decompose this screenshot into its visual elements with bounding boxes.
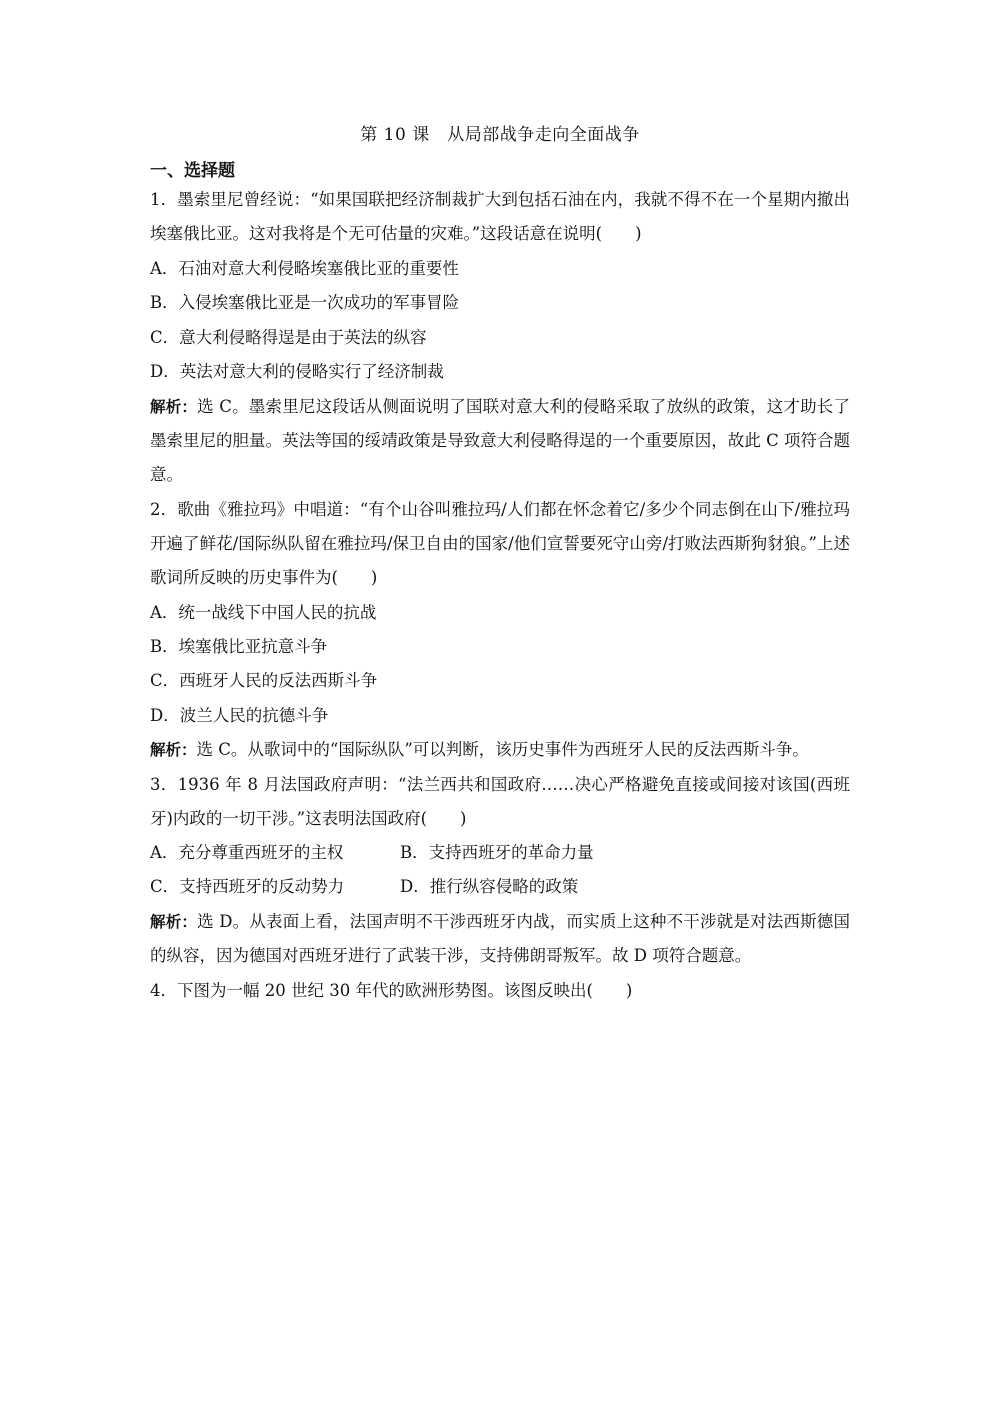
question-2-analysis — [150, 733, 850, 767]
question-3-option-a: A．充分尊重西班牙的主权 — [150, 843, 344, 862]
question-2-option-c: C．西班牙人民的反法西斯斗争 — [150, 671, 378, 690]
question-1-option-b: B．入侵埃塞俄比亚是一次成功的军事冒险 — [150, 293, 460, 312]
analysis-label: 解析： — [150, 398, 198, 416]
question-2-option-d: D．波兰人民的抗德斗争 — [150, 706, 329, 725]
question-4-stem: 4．下图为一幅 20 世纪 30 年代的欧洲形势图。该图反映出( ) — [150, 981, 633, 1000]
analysis-label: 解析： — [150, 913, 198, 931]
section-heading: 一、选择题 — [150, 161, 235, 181]
analysis-text: 选 D。从表面上看，法国声明不干涉西班牙内战，而实质上这种不干涉就是对法西斯德国的纵容，因为德国对西班牙进行了武装干涉，支持佛朗哥叛军。故 D 项符合题意。 — [150, 912, 850, 965]
question-3-analysis — [150, 905, 850, 973]
question-1-option-d: D．英法对意大利的侵略实行了经济制裁 — [150, 362, 444, 381]
question-2-option-a: A．统一战线下中国人民的抗战 — [150, 603, 377, 622]
question-3-stem: 3．1936 年 8 月法国政府声明：“法兰西共和国政府……决心严格避免直接或间接对该国(西班牙)内政的一切干涉。”这表明法国政府( ) — [150, 775, 850, 828]
question-2-stem: 2．歌曲《雅拉玛》中唱道：“有个山谷叫雅拉玛/人们都在怀念着它/多少个同志倒在山下/雅拉玛开遍了鲜花/国际纵队留在雅拉玛/保卫自由的国家/他们宣誓要死守山旁/打败法西斯狗豺狼。”上述歌词所反映的历史事件为( ) — [150, 500, 850, 587]
analysis-label: 解析： — [150, 741, 197, 759]
lesson-title: 第 10 课 从局部战争走向全面战争 — [360, 125, 640, 145]
question-3-option-b: B．支持西班牙的革命力量 — [400, 843, 594, 862]
question-3-option-c: C．支持西班牙的反动势力 — [150, 877, 345, 896]
question-1-analysis — [150, 390, 850, 492]
question-1-option-a: A．石油对意大利侵略埃塞俄比亚的重要性 — [150, 259, 459, 278]
question-1-stem: 1．墨索里尼曾经说：“如果国联把经济制裁扩大到包括石油在内，我就不得不在一个星期内撤出埃塞俄比亚。这对我将是个无可估量的灾难。”这段话意在说明( ) — [150, 190, 850, 243]
question-2-option-b: B．埃塞俄比亚抗意斗争 — [150, 637, 328, 656]
question-1-option-c: C．意大利侵略得逞是由于英法的纵容 — [150, 328, 427, 347]
question-3-option-d: D．推行纵容侵略的政策 — [400, 877, 579, 896]
analysis-text: 选 C。墨索里尼这段话从侧面说明了国联对意大利的侵略采取了放纵的政策，这才助长了墨索里尼的胆量。英法等国的绥靖政策是导致意大利侵略得逞的一个重要原因，故此 C 项符合题意。 — [150, 397, 850, 484]
analysis-text: 选 C。从歌词中的“国际纵队”可以判断，该历史事件为西班牙人民的反法西斯斗争。 — [196, 740, 809, 759]
